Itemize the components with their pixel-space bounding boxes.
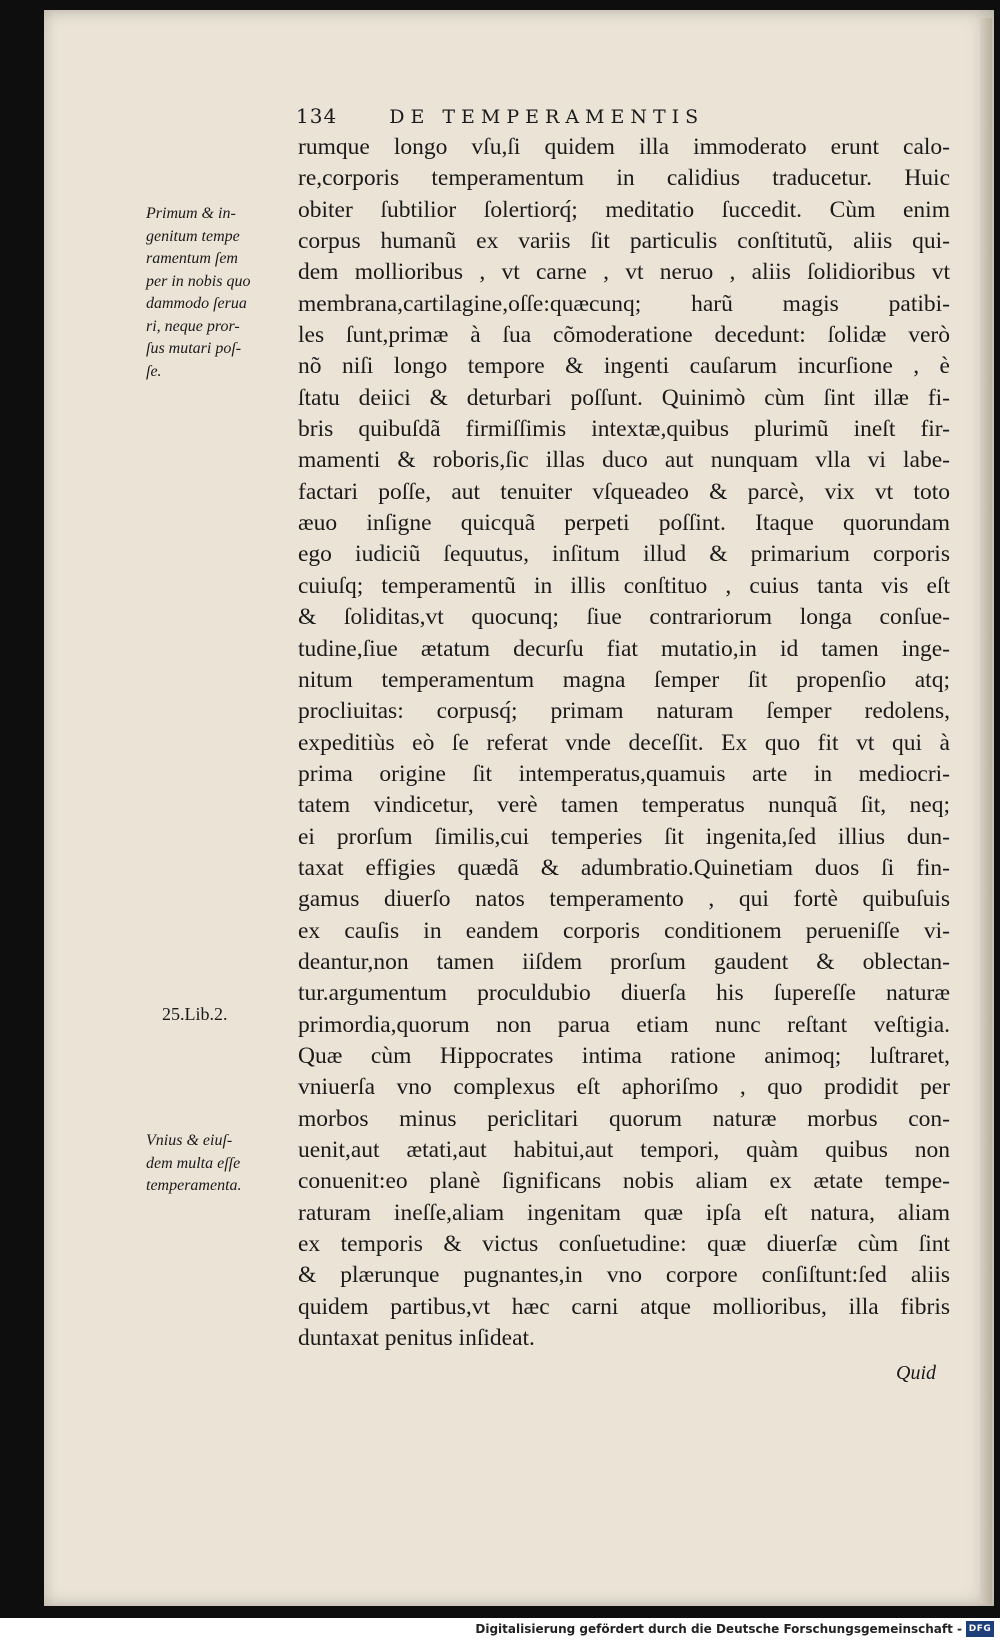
text-line: ei prorſum ſimilis,cui temperies ſit ingenita,ſed illius dun- [298,823,950,850]
margin-note-line: Primum & in- [146,205,236,222]
text-line: primordia,quorum non parua etiam nunc reſtant veſtigia. [298,1011,950,1038]
margin-note-vnius [146,1130,286,1198]
text-line: ex cauſis in eandem corporis conditionem perueniſſe vi- [298,917,950,944]
text-line: rumque longo vſu,ſi quidem illa immoderato erunt calo- [298,134,950,160]
text-line: ſtatu deiici & deturbari poſſunt. Quinimò cùm ſint illæ fi- [298,384,950,411]
margin-note-line: dammodo ſerua [146,295,247,312]
margin-note-line: temperamenta. [146,1177,242,1194]
page-edge [980,18,992,1604]
running-head [296,104,704,128]
margin-note-line: ri, neque pror- [146,317,240,335]
text-line: corpus humanũ ex variis ſit particulis conſtitutũ, aliis qui- [298,228,950,255]
text-line: ex temporis & victus conſuetudine: quæ diuerſæ cùm ſint [298,1231,950,1258]
margin-note-line: ſe. [146,362,162,380]
text-line: gamus diuerſo natos temperamento , qui fortè quibuſuis [298,886,950,913]
text-line: vniuerſa vno complexus eſt aphoriſmo , quo prodidit per [298,1074,950,1101]
text-line: les ſunt,primæ à ſua cõmoderatione decedunt: ſolidæ verò [298,322,950,349]
margin-note-line: 25.Lib.2. [162,1004,228,1024]
margin-note-reference [162,1003,302,1026]
text-line: morbos minus periclitari quorum naturæ morbus con- [298,1105,950,1132]
text-line: æuo inſigne quicquã perpeti poſſint. Itaque quorundam [298,510,950,537]
text-line: tatem vindicetur, verè tamen temperatus nunquã ſit, neq; [298,792,950,819]
footer-bar [0,1618,1000,1643]
text-line: ego iudiciũ ſequutus, inſitum illud & primarium corporis [298,541,950,568]
text-line: duntaxat penitus inſideat. [298,1325,535,1352]
text-line: uenit,aut ætati,aut habitui,aut tempori, quàm quibus non [298,1137,950,1163]
text-line: obiter ſubtilior ſolertiorq́; meditatio ſuccedit. Cùm enim [298,196,950,223]
text-line: membrana,cartilagine,oſſe:quæcunq; harũ magis patibi- [298,290,950,317]
text-line: nõ niſi longo tempore & ingenti cauſarum incurſione , è [298,353,950,380]
text-line: quidem partibus,vt hæc carni atque mollioribus, illa fibris [298,1293,950,1320]
text-line: nitum temperamentum magna ſemper ſit propenſio atq; [298,666,950,693]
text-line: deantur,non tamen iiſdem prorſum gaudent & oblectan- [298,948,950,975]
page-number: 134 [296,104,338,128]
text-line: procliuitas: corpusq́; primam naturam ſemper redolens, [298,698,950,725]
text-line: taxat effigies quædã & adumbratio.Quinetiam duos ſi fin- [298,854,950,881]
text-line: prima origine ſit intemperatus,quamuis arte in mediocri- [298,760,950,787]
running-title: DE TEMPERAMENTIS [389,106,705,128]
margin-note-line: genitum tempe [146,227,240,245]
text-line: cuiuſq; temperamentũ in illis conſtituo , cuius tanta vis eſt [298,572,950,599]
margin-note-line: per in nobis quo [146,272,251,290]
text-line: tudine,ſiue ætatum decurſu fiat mutatio,in id tamen inge- [298,635,950,662]
text-line: mamenti & roboris,ſic illas duco aut nunquam vlla vi labe- [298,447,950,474]
footer-credit: Digitalisierung gefördert durch die Deutsche Forschungsgemeinschaft - [475,1622,962,1636]
text-line: dem mollioribus , vt carne , vt neruo , aliis ſolidioribus vt [298,259,950,286]
catchword: Quid [896,1362,936,1384]
margin-note-line: dem multa eſſe [146,1154,241,1172]
text-line: conuenit:eo planè ſignificans nobis aliam ex ætate tempe- [298,1168,950,1195]
margin-note-line: ramentum ſem [146,250,238,267]
margin-note-line: ſus mutari poſ- [146,340,242,357]
text-line: factari poſſe, aut tenuiter vſqueadeo & parcè, vix vt toto [298,478,950,505]
text-line: & plærunque pugnantes,in vno corpore conſiſtunt:ſed aliis [298,1262,950,1289]
text-line: re,corporis temperamentum in calidius traducetur. Huic [298,165,950,192]
dfg-logo: DFG [966,1621,994,1637]
text-line: tur.argumentum proculdubio diuerſa his ſupereſſe naturæ [298,980,950,1007]
text-line: & ſoliditas,vt quocunq; ſiue contrariorum longa conſue- [298,604,950,631]
text-line: raturam ineſſe,aliam ingenitam quæ ipſa eſt natura, aliam [298,1199,950,1226]
text-line: bris quibuſdã firmiſſimis intextæ,quibus plurimũ ineſt fir- [298,416,950,443]
body-text [298,132,950,1354]
margin-note-primum [146,203,286,383]
text-line: expeditiùs eò ſe referat vnde deceſſit. Ex quo fit vt qui à [298,729,950,756]
margin-note-line: Vnius & eiuſ- [146,1132,233,1149]
text-line: Quæ cùm Hippocrates intima ratione animoq; luſtraret, [298,1042,950,1069]
